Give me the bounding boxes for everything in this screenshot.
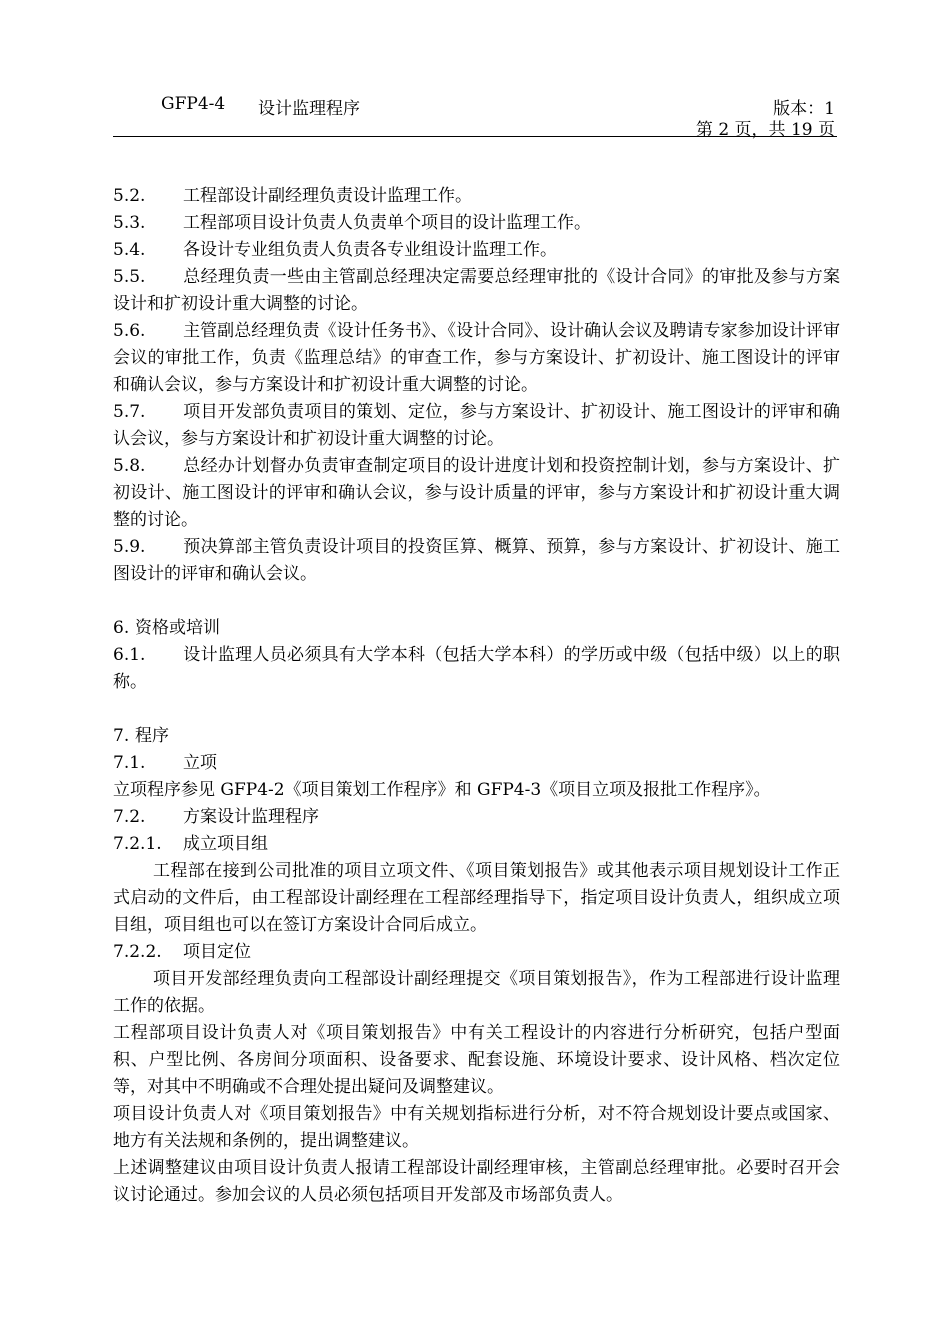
clause-7-1-text: 立项程序参见 GFP4-2《项目策划工作程序》和 GFP4-3《项目立项及报批工作程序》。 [113, 780, 771, 800]
document-version: 版本：1 [773, 99, 835, 119]
document-title: 设计监理程序 [258, 99, 360, 119]
section-6-heading: 6. 资格或培训 [113, 618, 220, 638]
page-header [113, 90, 837, 140]
page-number: 第 2 页，共 19 页 [695, 120, 835, 140]
spacer [113, 696, 840, 723]
clause-7-2-2-para-2: 工程部项目设计负责人对《项目策划报告》中有关工程设计的内容进行分析研究，包括户型面积、户型比例、各房间分项面积、设备要求、配套设施、环境设计要求、设计风格、档次定位等，对其中不明确或不合理处提出疑问及调整建议。 [113, 1023, 840, 1097]
clause-5-4: 5.4. 各设计专业组负责人负责各专业组设计监理工作。 [113, 240, 557, 260]
clause-7-2-2-para-3: 项目设计负责人对《项目策划报告》中有关规划指标进行分析，对不符合规划设计要点或国家、地方有关法规和条例的，提出调整建议。 [113, 1104, 840, 1151]
document-body [113, 183, 840, 1209]
clause-7-1-heading: 7.1. 立项 [113, 753, 217, 773]
clause-7-2-2-para-4: 上述调整建议由项目设计负责人报请工程部设计副经理审核，主管副总经理审批。必要时召开会议讨论通过。参加会议的人员必须包括项目开发部及市场部负责人。 [113, 1158, 840, 1205]
section-7-heading: 7. 程序 [113, 726, 169, 746]
document-code: GFP4-4 [161, 94, 226, 114]
clause-5-6: 5.6. 主管副总经理负责《设计任务书》、《设计合同》、设计确认会议及聘请专家参加设计评审会议的审批工作，负责《监理总结》的审查工作，参与方案设计、扩初设计、施工图设计的评审和确认会议，参与方案设计和扩初设计重大调整的讨论。 [113, 321, 840, 395]
clause-5-5: 5.5. 总经理负责一些由主管副总经理决定需要总经理审批的《设计合同》的审批及参与方案设计和扩初设计重大调整的讨论。 [113, 267, 840, 314]
clause-7-2-heading: 7.2. 方案设计监理程序 [113, 807, 319, 827]
clause-7-2-2-heading: 7.2.2. 项目定位 [113, 942, 251, 962]
clause-5-9: 5.9. 预决算部主管负责设计项目的投资匡算、概算、预算，参与方案设计、扩初设计、施工图设计的评审和确认会议。 [113, 537, 840, 584]
spacer [113, 588, 840, 615]
clause-5-8: 5.8. 总经办计划督办负责审查制定项目的设计进度计划和投资控制计划，参与方案设计、扩初设计、施工图设计的评审和确认会议，参与设计质量的评审，参与方案设计和扩初设计重大调整的讨论。 [113, 456, 840, 530]
clause-5-3: 5.3. 工程部项目设计负责人负责单个项目的设计监理工作。 [113, 213, 591, 233]
clause-6-1: 6.1. 设计监理人员必须具有大学本科（包括大学本科）的学历或中级（包括中级）以上的职称。 [113, 645, 840, 692]
clause-5-7: 5.7. 项目开发部负责项目的策划、定位，参与方案设计、扩初设计、施工图设计的评审和确认会议，参与方案设计和扩初设计重大调整的讨论。 [113, 402, 840, 449]
clause-7-2-2-para-1: 项目开发部经理负责向工程部设计副经理提交《项目策划报告》，作为工程部进行设计监理工作的依据。 [113, 969, 840, 1016]
clause-5-2: 5.2. 工程部设计副经理负责设计监理工作。 [113, 186, 472, 206]
clause-7-2-1-text: 工程部在接到公司批准的项目立项文件、《项目策划报告》或其他表示项目规划设计工作正式启动的文件后，由工程部设计副经理在工程部经理指导下，指定项目设计负责人，组织成立项目组，项目组也可以在签订方案设计合同后成立。 [113, 861, 840, 935]
clause-7-2-1-heading: 7.2.1. 成立项目组 [113, 834, 268, 854]
